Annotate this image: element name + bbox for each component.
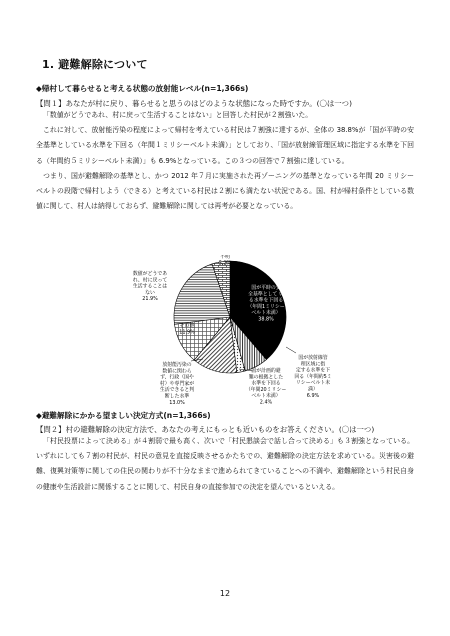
slice-label: る水準を下回る	[248, 297, 284, 304]
block1-paragraph: つまり、国が避難解除の基準とし、かつ 2012 年７月に実施された再ゾーニングの基準となっている年間 20 ミリシーベルトの段階で帰村しよう（できる）と考えている村民は２割にも満たない状況である。国、村が帰村条件としている数値に関して、村人は納得しておらず、避難解除に関しては再考が必要となっている。	[36, 171, 414, 211]
page-number: 12	[219, 589, 231, 598]
block2-body	[36, 434, 414, 495]
slice-label: 村）や専門家が	[159, 380, 195, 387]
slice-label: ベルト未満）	[251, 310, 281, 317]
slice-label: 満）	[308, 386, 318, 393]
slice-label: 理区域に指	[300, 361, 326, 368]
slice-label: れ、村に戻って	[132, 277, 168, 284]
slice-label: 生活することは	[132, 283, 168, 290]
slice-label: 国が平時の安	[251, 285, 281, 291]
block2-heading: ◆避難解除にかかる望ましい決定方式(n=1,366s)	[36, 411, 211, 420]
slice-label: 数値がどうであ	[132, 271, 168, 277]
slice-label: 13.0%	[169, 399, 185, 405]
block1-heading: ◆帰村して暮らせると考える状態の放射能レベル(n=1,366s)	[36, 84, 249, 93]
slice-label: ず、行政（国や	[160, 374, 194, 381]
slice-label: ない	[145, 289, 155, 296]
leader-line	[286, 347, 296, 353]
slice-label: 38.8%	[258, 316, 274, 323]
slice-label: 回る（年間約5ミ	[294, 373, 332, 380]
slice-label: 全基準として い	[248, 291, 284, 298]
slice-label: 11.9%	[179, 329, 195, 336]
slice-label: 2.4%	[259, 399, 273, 405]
slice-label: 5.2%	[218, 260, 232, 267]
section-title: 1. 避難解除について	[42, 58, 148, 71]
block2-paragraph: 「村民投票によって決める」が４割弱で最も高く、次いで「村民懇談会で話し合って決める」も３割強となっている。いずれにしても７割の村民が、村民の意見を直接反映させるかたちでの、避難解除の決定方法を求めている。災害後の避難、復興対策等に関しての住民の関わりが不十分なままで進められてきていることへの不満や、避難解除という村民自身の健康や生活設計に関係することに関して、村民自身の直接参加での決定を望んでいるといえる。	[36, 437, 414, 491]
slice-label: （年間1ミリシー	[247, 303, 285, 310]
slice-label: （年間20ミリシー	[245, 386, 287, 393]
block1-body	[36, 108, 414, 214]
slice-label: リシーベルト未	[295, 380, 331, 387]
slice-label: 数値に関わら	[162, 368, 192, 375]
slice-label: 水準を下回る	[251, 380, 281, 387]
block2-question: 【問２】村の避難解除の決定方法で、あなたの考えにもっとも近いものをお答えください。(〇は一つ)	[36, 425, 375, 434]
slice-label: 6.9%	[306, 392, 320, 399]
block1-question: 【問１】あなたが村に戻り、暮らせると思うのはどのような状態になった時ですか。(〇は一つ)	[36, 99, 352, 108]
slice-label: 生活できると判	[159, 387, 195, 394]
slice-label: 国が計画的避	[251, 368, 281, 374]
slice-label: ベルト未満）	[251, 393, 281, 400]
pie-chart	[110, 255, 350, 405]
slice-label: 不明	[220, 255, 230, 260]
slice-label: 21.9%	[142, 296, 158, 303]
slice-label: 断した水準	[164, 393, 190, 400]
block1-paragraph: これに対して、放射能汚染の程度によって帰村を考えている村民は７割強に達するが、全体の 38.8%が「国が平時の安全基準としている水準を下回る（年間１ミリシーベルト未満）」としており、「国が放射線管理区域に指定する水準を下回る（年間約５ミリシーベルト未満）」も 6.9%となっている。この３つの回答で７割強に達している。	[36, 126, 414, 165]
slice-label: 定する水準を下	[295, 367, 331, 374]
slice-label: 国が放射線管	[298, 355, 328, 361]
block1-paragraph: 「数値がどうであれ、村に戻って生活することはない」と回答した村民が２割強いた。	[43, 111, 313, 119]
slice-label: 放射能汚染の	[162, 362, 192, 368]
slice-label: 難の根拠とした	[248, 374, 284, 381]
slice-label: その他	[179, 323, 195, 329]
